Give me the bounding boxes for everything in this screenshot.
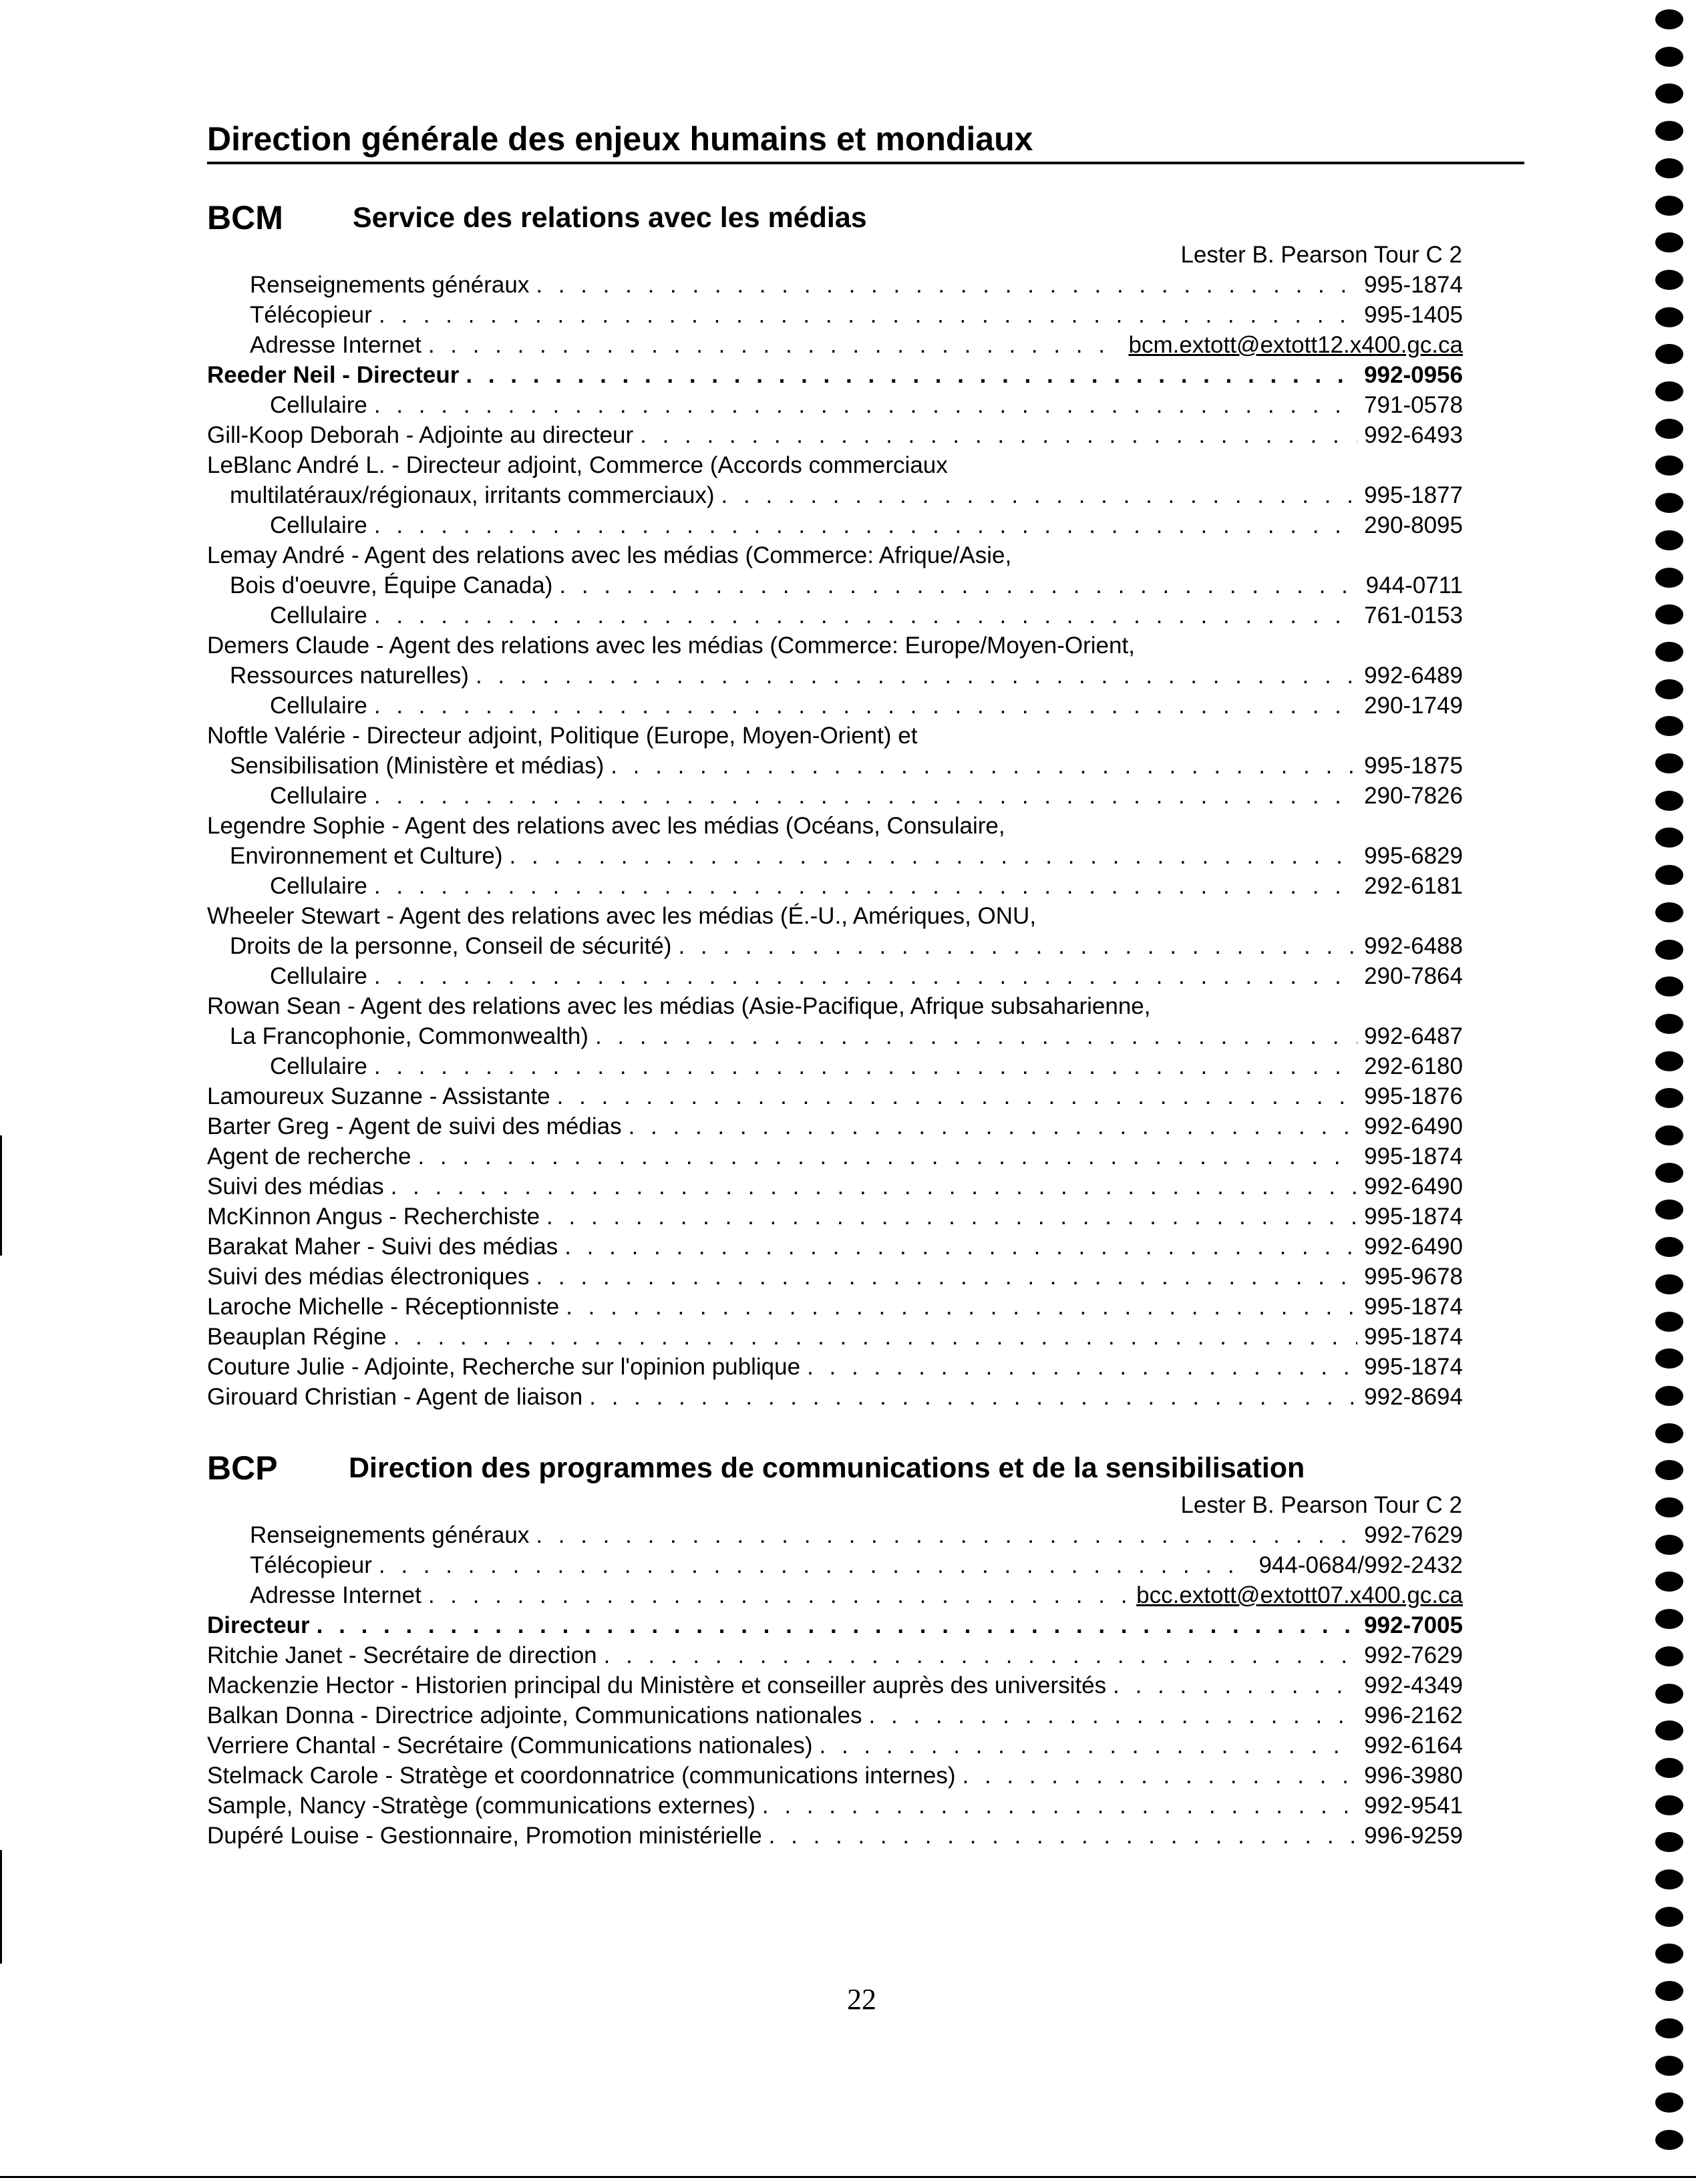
email-address: bcc.extott@extott07.x400.gc.ca <box>1136 1582 1463 1608</box>
binding-hole <box>1655 902 1683 922</box>
directory-entry <box>207 1292 1463 1322</box>
entry-label: Reeder Neil - Directeur <box>207 362 460 388</box>
dot-leader <box>559 570 1359 600</box>
directory-entry <box>207 1141 1463 1171</box>
directory-entry <box>207 360 1463 390</box>
entry-label: Girouard Christian - Agent de liaison <box>207 1384 583 1410</box>
section-location: Lester B. Pearson Tour C 2 <box>1180 1492 1462 1518</box>
binding-hole <box>1655 1014 1683 1034</box>
phone-number: 995-1876 <box>1364 1083 1463 1109</box>
binding-hole <box>1655 1163 1683 1183</box>
entry-label: LeBlanc André L. - Directeur adjoint, Commerce (Accords commerciaux <box>207 452 948 478</box>
entry-label: Cellulaire <box>270 512 367 538</box>
phone-number: 992-6490 <box>1364 1173 1463 1200</box>
directory-entry <box>207 1520 1463 1550</box>
binding-hole <box>1655 1497 1683 1517</box>
entry-label: Wheeler Stewart - Agent des relations avec les médias (É.-U., Amériques, ONU, <box>207 903 1037 929</box>
entry-label: Ressources naturelles) <box>230 663 469 689</box>
binding-hole <box>1655 604 1683 624</box>
binding-hole <box>1655 1572 1683 1592</box>
directory-entry <box>207 1821 1463 1851</box>
entry-label: Rowan Sean - Agent des relations avec les médias (Asie-Pacifique, Afrique subsaharienne, <box>207 993 1151 1019</box>
directory-entry <box>207 841 1463 871</box>
dot-leader <box>393 1322 1358 1352</box>
dot-leader <box>557 1081 1357 1111</box>
directory-entry <box>207 600 1463 630</box>
entry-label: Dupéré Louise - Gestionnaire, Promotion ministérielle <box>207 1823 762 1849</box>
entry-label: Laroche Michelle - Réceptionniste <box>207 1294 560 1320</box>
entry-label: Legendre Sophie - Agent des relations avec les médias (Océans, Consulaire, <box>207 813 1005 839</box>
binding-hole <box>1655 568 1683 588</box>
directory-entry <box>207 991 1463 1021</box>
directory-entry <box>207 1791 1463 1821</box>
binding-hole <box>1655 47 1683 67</box>
directory-entry <box>207 390 1463 420</box>
directory-entry <box>207 1550 1463 1580</box>
phone-number: 995-1875 <box>1364 753 1463 779</box>
phone-number: 992-6487 <box>1364 1023 1463 1049</box>
binding-hole <box>1655 419 1683 439</box>
directory-entry <box>207 901 1463 931</box>
dot-leader <box>510 841 1358 871</box>
binding-hole <box>1655 344 1683 364</box>
directory-entry <box>207 751 1463 781</box>
entry-label: multilatéraux/régionaux, irritants commerciaux) <box>230 482 715 508</box>
phone-number: 995-1874 <box>1364 1204 1463 1230</box>
binding-hole <box>1655 1237 1683 1257</box>
entry-label: Cellulaire <box>270 783 367 809</box>
dot-leader <box>566 1292 1357 1322</box>
binding-hole <box>1655 1832 1683 1852</box>
directory-entry <box>207 300 1463 330</box>
dot-leader <box>589 1382 1357 1412</box>
section-heading-bcp <box>207 1448 1476 1491</box>
binding-hole <box>1655 232 1683 252</box>
phone-number: 992-4349 <box>1364 1672 1463 1698</box>
dot-leader <box>379 300 1357 330</box>
entry-label: Cellulaire <box>270 392 367 418</box>
page-number: 22 <box>847 1983 876 2016</box>
entry-label: Cellulaire <box>270 963 367 989</box>
phone-number: 944-0711 <box>1365 572 1463 598</box>
phone-number: 996-3980 <box>1364 1763 1463 1789</box>
directory-entry <box>207 270 1463 300</box>
dot-leader <box>640 420 1357 450</box>
directory-entry <box>207 1731 1463 1761</box>
directory-entry <box>207 1352 1463 1382</box>
phone-number: 992-9541 <box>1364 1793 1463 1819</box>
entry-label: Lemay André - Agent des relations avec les médias (Commerce: Afrique/Asie, <box>207 542 1012 568</box>
dot-leader <box>869 1700 1358 1731</box>
directory-entry <box>207 480 1463 510</box>
email-address: bcm.extott@extott12.x400.gc.ca <box>1128 332 1463 358</box>
dot-leader <box>374 600 1357 630</box>
directory-entry <box>207 1111 1463 1141</box>
dot-leader <box>476 661 1357 691</box>
dot-leader <box>629 1111 1357 1141</box>
directory-entry <box>207 1640 1463 1670</box>
directory-entry <box>207 1670 1463 1700</box>
entry-label: Cellulaire <box>270 693 367 719</box>
entry-label: Suivi des médias électroniques <box>207 1264 530 1290</box>
dot-leader <box>374 691 1357 721</box>
entry-label: McKinnon Angus - Recherchiste <box>207 1204 540 1230</box>
binding-hole <box>1655 1609 1683 1629</box>
dot-leader <box>963 1761 1358 1791</box>
binding-hole <box>1655 1535 1683 1555</box>
phone-number: 944-0684/992-2432 <box>1258 1552 1463 1578</box>
dot-leader <box>1113 1670 1357 1700</box>
directory-entry <box>207 1580 1463 1610</box>
dot-leader <box>595 1021 1357 1051</box>
phone-number: 992-6490 <box>1364 1113 1463 1139</box>
directory-entry <box>207 1081 1463 1111</box>
binding-hole <box>1655 976 1683 996</box>
entry-label: Barter Greg - Agent de suivi des médias <box>207 1113 622 1139</box>
entry-label: Demers Claude - Agent des relations avec les médias (Commerce: Europe/Moyen-Orient, <box>207 632 1135 659</box>
binding-holes <box>1654 9 1687 2173</box>
binding-hole <box>1655 1423 1683 1443</box>
phone-number: 995-1874 <box>1364 1294 1463 1320</box>
binding-hole <box>1655 2092 1683 2113</box>
directory-entry <box>207 1021 1463 1051</box>
binding-hole <box>1655 270 1683 290</box>
binding-hole <box>1655 1869 1683 1889</box>
binding-hole <box>1655 1944 1683 1964</box>
dot-leader <box>391 1171 1358 1202</box>
entry-label: Noftle Valérie - Directeur adjoint, Politique (Europe, Moyen-Orient) et <box>207 723 918 749</box>
binding-hole <box>1655 2018 1683 2038</box>
dot-leader <box>536 270 1357 300</box>
binding-hole <box>1655 1200 1683 1220</box>
directory-entry <box>207 450 1463 480</box>
binding-hole <box>1655 530 1683 550</box>
directory-entry <box>207 1382 1463 1412</box>
entry-label: Mackenzie Hector - Historien principal du Ministère et conseiller auprès des universités <box>207 1672 1107 1698</box>
phone-number: 992-8694 <box>1364 1384 1463 1410</box>
entry-label: Gill-Koop Deborah - Adjointe au directeur <box>207 422 634 448</box>
binding-hole <box>1655 1720 1683 1741</box>
binding-hole <box>1655 456 1683 476</box>
directory-entry <box>207 871 1463 901</box>
dot-leader <box>374 1051 1357 1081</box>
phone-number: 290-8095 <box>1364 512 1463 538</box>
entry-label: Télécopieur <box>250 1552 372 1578</box>
directory-entry <box>207 630 1463 661</box>
binding-hole <box>1655 791 1683 811</box>
dot-leader <box>374 961 1357 991</box>
binding-hole <box>1655 828 1683 848</box>
directory-entry <box>207 811 1463 841</box>
dot-leader <box>769 1821 1357 1851</box>
scan-bottom-line <box>0 2176 1696 2178</box>
phone-number: 995-6829 <box>1364 843 1463 869</box>
directory-entry <box>207 661 1463 691</box>
binding-hole <box>1655 1646 1683 1666</box>
dot-leader <box>564 1232 1357 1262</box>
dot-leader <box>536 1262 1357 1292</box>
section-code: BCM <box>207 199 283 236</box>
phone-number: 992-7005 <box>1364 1612 1463 1638</box>
dot-leader <box>678 931 1357 961</box>
dot-leader <box>317 1610 1357 1640</box>
directory-entry <box>207 1202 1463 1232</box>
phone-number: 292-6180 <box>1364 1053 1463 1079</box>
directory-entry <box>207 1051 1463 1081</box>
directory-entry <box>207 330 1463 360</box>
binding-hole <box>1655 9 1683 29</box>
scan-margin-line <box>0 1135 2 1256</box>
directory-entry <box>207 1700 1463 1731</box>
binding-hole <box>1655 1088 1683 1108</box>
directory-entry <box>207 781 1463 811</box>
binding-hole <box>1655 121 1683 141</box>
binding-hole <box>1655 1348 1683 1369</box>
entry-label: Adresse Internet <box>250 1582 421 1608</box>
binding-hole <box>1655 642 1683 662</box>
phone-number: 992-7629 <box>1364 1522 1463 1548</box>
directory-entry <box>207 540 1463 570</box>
binding-hole <box>1655 381 1683 401</box>
binding-hole <box>1655 196 1683 216</box>
phone-number: 995-1874 <box>1364 1354 1463 1380</box>
binding-hole <box>1655 1125 1683 1145</box>
binding-hole <box>1655 1907 1683 1927</box>
entry-label: Ritchie Janet - Secrétaire de direction <box>207 1642 597 1668</box>
phone-number: 995-1874 <box>1364 1324 1463 1350</box>
phone-number: 290-7826 <box>1364 783 1463 809</box>
directory-list-bcp <box>207 1520 1463 1851</box>
directory-entry <box>207 721 1463 751</box>
phone-number: 292-6181 <box>1364 873 1463 899</box>
binding-hole <box>1655 1274 1683 1294</box>
dot-leader <box>466 360 1357 390</box>
entry-label: Verriere Chantal - Secrétaire (Communications nationales) <box>207 1733 813 1759</box>
binding-hole <box>1655 716 1683 736</box>
section-location: Lester B. Pearson Tour C 2 <box>1180 242 1462 268</box>
dot-leader <box>417 1141 1357 1171</box>
dot-leader <box>611 751 1357 781</box>
binding-hole <box>1655 1981 1683 2001</box>
directory-entry <box>207 1262 1463 1292</box>
dot-leader <box>379 1550 1252 1580</box>
binding-hole <box>1655 940 1683 960</box>
entry-label: Agent de recherche <box>207 1143 411 1169</box>
dot-leader <box>374 510 1357 540</box>
dot-leader <box>820 1731 1358 1761</box>
binding-hole <box>1655 1386 1683 1406</box>
entry-label: Lamoureux Suzanne - Assistante <box>207 1083 550 1109</box>
binding-hole <box>1655 865 1683 885</box>
directory-entry <box>207 1322 1463 1352</box>
dot-leader <box>536 1520 1357 1550</box>
section-code: BCP <box>207 1449 278 1487</box>
section-heading-bcm <box>207 198 942 240</box>
phone-number: 995-1874 <box>1364 1143 1463 1169</box>
binding-hole <box>1655 307 1683 327</box>
dot-leader <box>428 330 1122 360</box>
binding-hole <box>1655 2130 1683 2150</box>
phone-number: 290-7864 <box>1364 963 1463 989</box>
directory-entry <box>207 1232 1463 1262</box>
directory-entry <box>207 510 1463 540</box>
directory-entry <box>207 961 1463 991</box>
binding-hole <box>1655 1684 1683 1704</box>
entry-label: Balkan Donna - Directrice adjointe, Communications nationales <box>207 1702 862 1728</box>
phone-number: 992-6489 <box>1364 663 1463 689</box>
dot-leader <box>374 390 1357 420</box>
entry-label: Suivi des médias <box>207 1173 384 1200</box>
entry-label: Droits de la personne, Conseil de sécurité) <box>230 933 672 959</box>
phone-number: 995-9678 <box>1364 1264 1463 1290</box>
binding-hole <box>1655 1758 1683 1778</box>
binding-hole <box>1655 158 1683 178</box>
binding-hole <box>1655 679 1683 699</box>
dot-leader <box>374 871 1357 901</box>
directory-entry <box>207 1171 1463 1202</box>
dot-leader <box>604 1640 1357 1670</box>
entry-label: Barakat Maher - Suivi des médias <box>207 1234 558 1260</box>
entry-label: Adresse Internet <box>250 332 421 358</box>
phone-number: 761-0153 <box>1364 602 1463 628</box>
entry-label: Cellulaire <box>270 1053 367 1079</box>
phone-number: 290-1749 <box>1364 693 1463 719</box>
entry-label: Cellulaire <box>270 873 367 899</box>
page-title: Direction générale des enjeux humains et mondiaux <box>207 119 1524 164</box>
entry-label: Couture Julie - Adjointe, Recherche sur l'opinion publique <box>207 1354 801 1380</box>
dot-leader <box>762 1791 1357 1821</box>
entry-label: Directeur <box>207 1612 310 1638</box>
phone-number: 992-6490 <box>1364 1234 1463 1260</box>
entry-label: Environnement et Culture) <box>230 843 503 869</box>
entry-label: Beauplan Régine <box>207 1324 387 1350</box>
phone-number: 995-1874 <box>1364 272 1463 298</box>
binding-hole <box>1655 1051 1683 1071</box>
section-name: Service des relations avec les médias <box>353 202 867 234</box>
entry-label: Télécopieur <box>250 302 372 328</box>
phone-number: 992-6164 <box>1364 1733 1463 1759</box>
dot-leader <box>374 781 1357 811</box>
phone-number: 992-0956 <box>1364 362 1463 388</box>
phone-number: 996-9259 <box>1364 1823 1463 1849</box>
entry-label: La Francophonie, Commonwealth) <box>230 1023 588 1049</box>
entry-label: Renseignements généraux <box>250 272 530 298</box>
binding-hole <box>1655 1460 1683 1480</box>
dot-leader <box>428 1580 1130 1610</box>
directory-entry <box>207 691 1463 721</box>
binding-hole <box>1655 83 1683 104</box>
entry-label: Cellulaire <box>270 602 367 628</box>
directory-entry <box>207 420 1463 450</box>
scan-margin-line <box>0 1850 2 1964</box>
binding-hole <box>1655 2056 1683 2076</box>
binding-hole <box>1655 753 1683 773</box>
directory-list-bcm <box>207 270 1463 1412</box>
directory-entry <box>207 931 1463 961</box>
phone-number: 992-6493 <box>1364 422 1463 448</box>
dot-leader <box>807 1352 1357 1382</box>
dot-leader <box>721 480 1358 510</box>
phone-number: 992-6488 <box>1364 933 1463 959</box>
directory-entry <box>207 1761 1463 1791</box>
directory-entry <box>207 570 1463 600</box>
entry-label: Stelmack Carole - Stratège et coordonnatrice (communications internes) <box>207 1763 956 1789</box>
phone-number: 996-2162 <box>1364 1702 1463 1728</box>
entry-label: Sample, Nancy -Stratège (communications externes) <box>207 1793 755 1819</box>
binding-hole <box>1655 1312 1683 1332</box>
entry-label: Renseignements généraux <box>250 1522 530 1548</box>
phone-number: 791-0578 <box>1364 392 1463 418</box>
entry-label: Sensibilisation (Ministère et médias) <box>230 753 605 779</box>
section-name: Direction des programmes de communications et de la sensibilisation <box>349 1452 1305 1484</box>
binding-hole <box>1655 493 1683 513</box>
phone-number: 992-7629 <box>1364 1642 1463 1668</box>
phone-number: 995-1405 <box>1364 302 1463 328</box>
directory-entry <box>207 1610 1463 1640</box>
phone-number: 995-1877 <box>1364 482 1463 508</box>
entry-label: Bois d'oeuvre, Équipe Canada) <box>230 572 553 598</box>
binding-hole <box>1655 1795 1683 1815</box>
dot-leader <box>546 1202 1357 1232</box>
